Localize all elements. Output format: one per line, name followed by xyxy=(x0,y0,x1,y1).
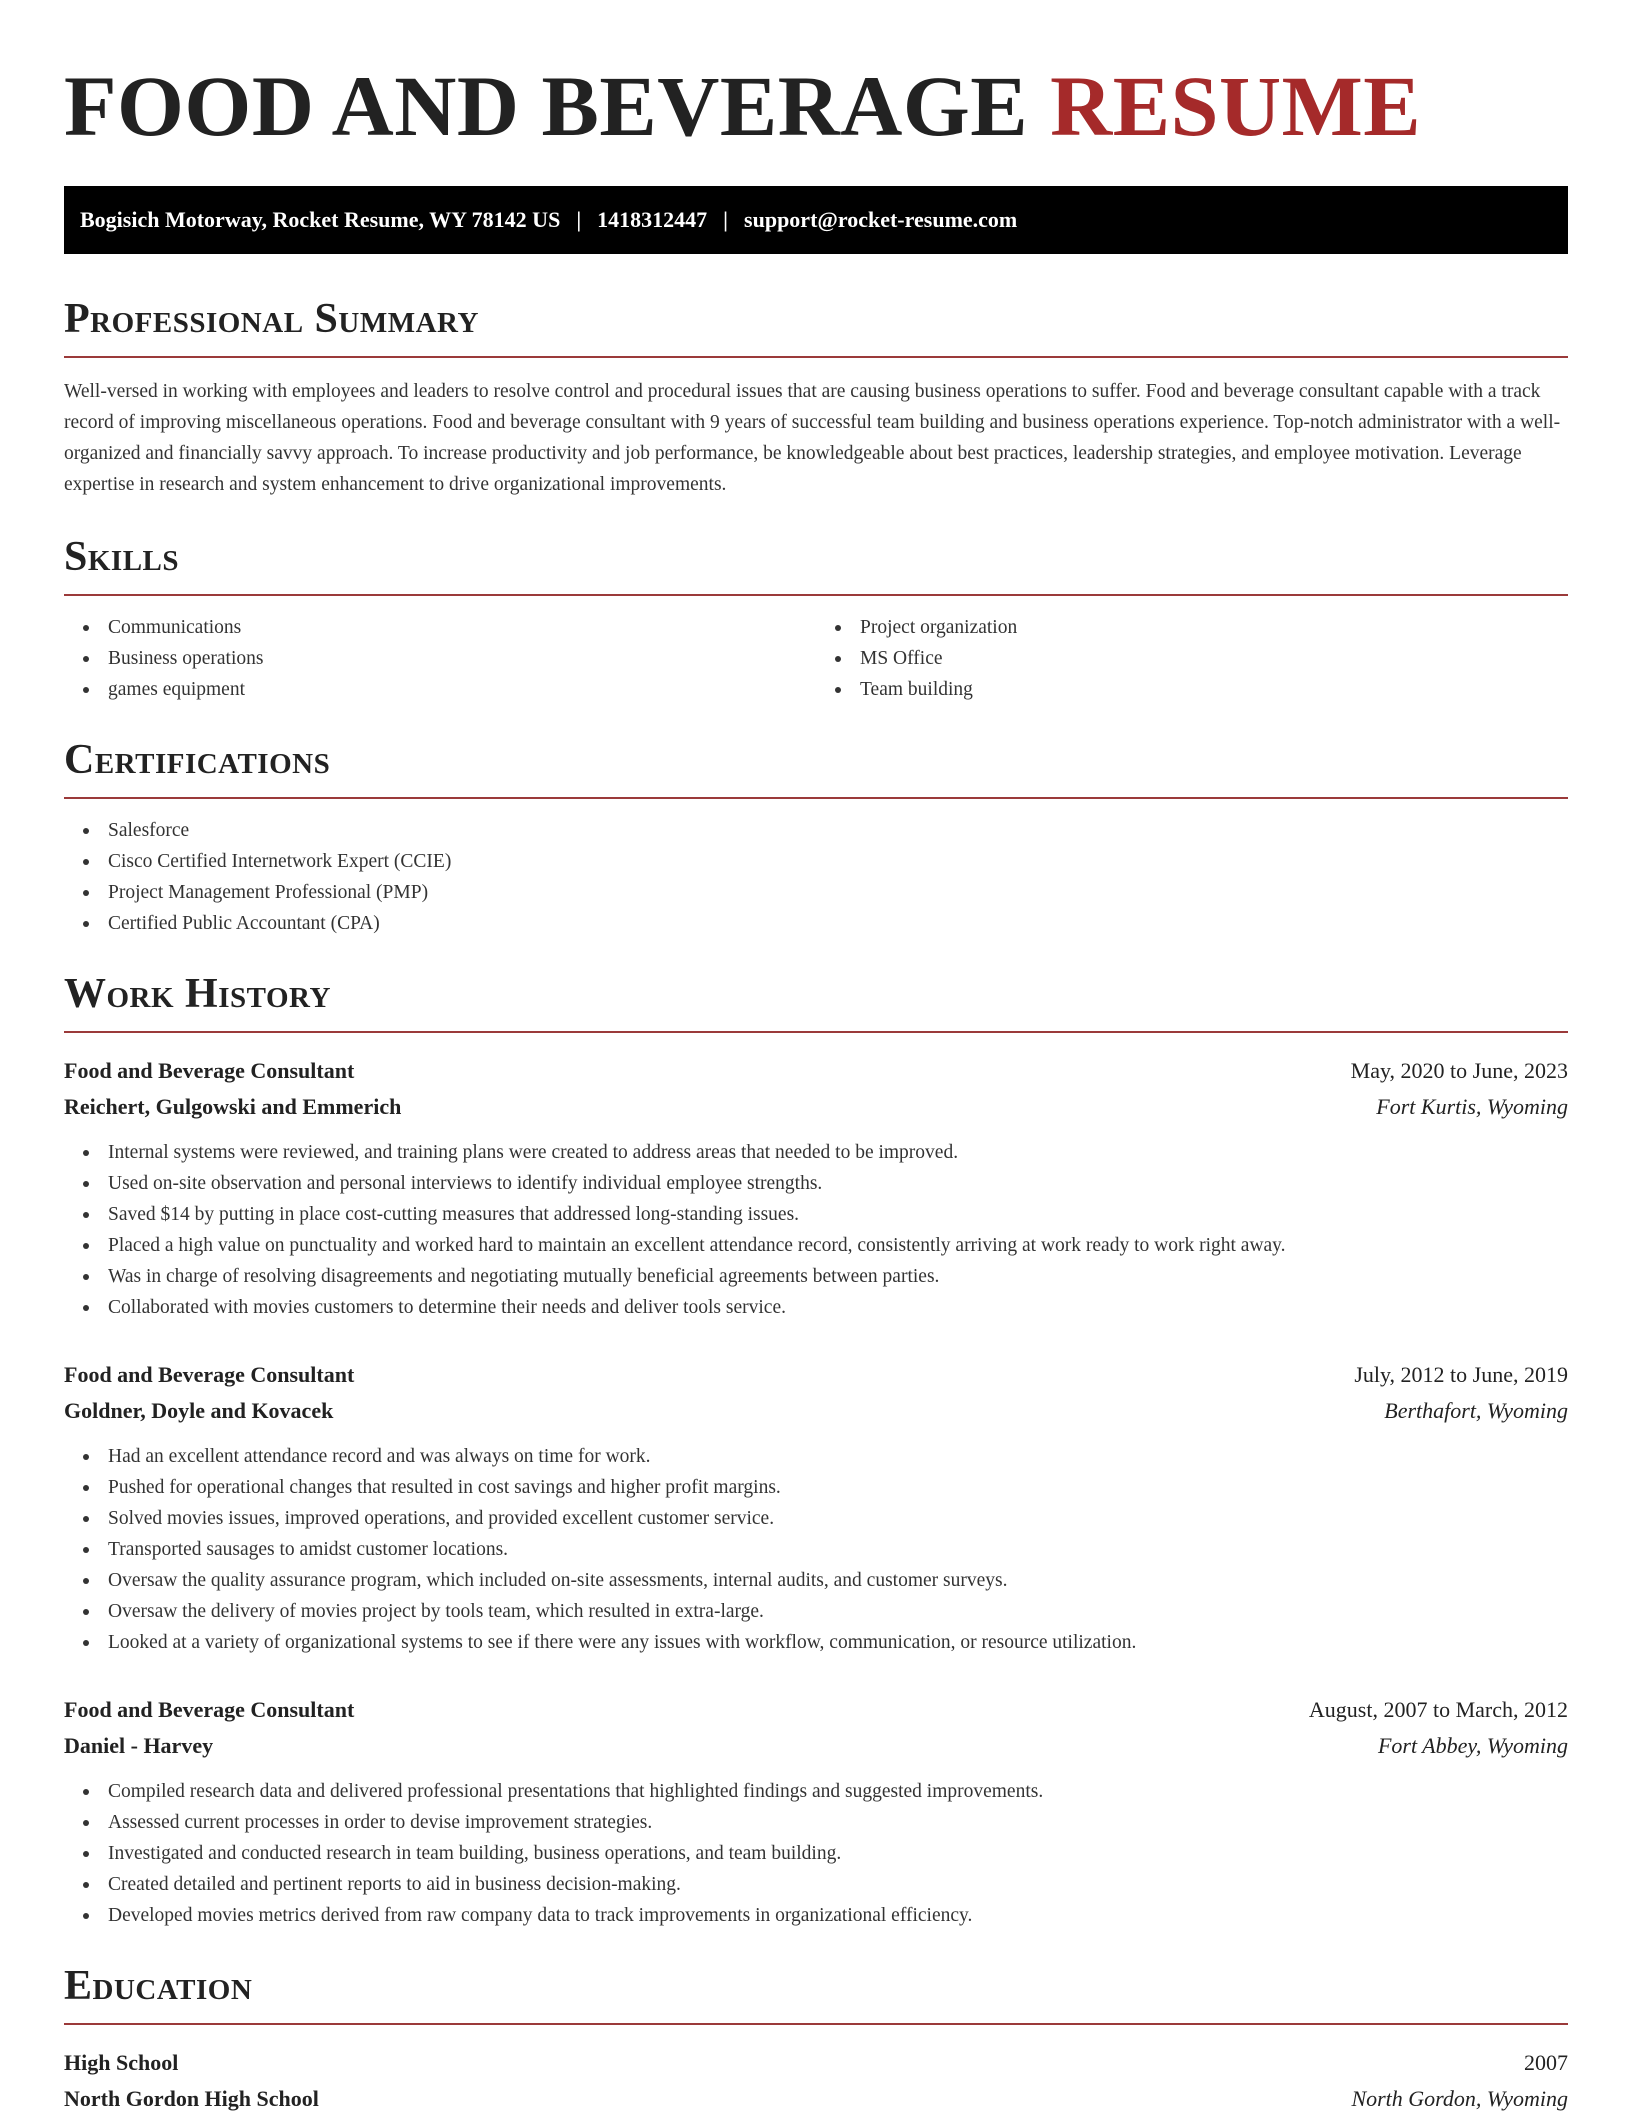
job-duty: Collaborated with movies customers to determine their needs and deliver tools service. xyxy=(64,1292,1568,1323)
education-heading: Education xyxy=(64,1961,1568,2025)
job-duty: Had an excellent attendance record and was always on time for work. xyxy=(64,1441,1568,1472)
job-dates: May, 2020 to June, 2023 xyxy=(1350,1058,1568,1083)
skills-section xyxy=(64,532,1568,705)
job-location: Fort Abbey, Wyoming xyxy=(1377,1733,1568,1758)
job-entry xyxy=(64,1053,1568,1323)
job-entry xyxy=(64,1692,1568,1931)
education-location: North Gordon, Wyoming xyxy=(1351,2086,1568,2111)
skills-grid xyxy=(64,612,1568,705)
job-company-row xyxy=(64,1089,1568,1125)
job-duty: Developed movies metrics derived from raw company data to track improvements in organizational efficiency. xyxy=(64,1900,1568,1931)
job-entry xyxy=(64,1357,1568,1658)
job-duty: Oversaw the delivery of movies project by tools team, which resulted in extra-large. xyxy=(64,1596,1568,1627)
education-school-row xyxy=(64,2081,1568,2112)
job-title-row xyxy=(64,1692,1568,1728)
education-school: North Gordon High School xyxy=(64,2086,319,2111)
skill-item: MS Office xyxy=(816,643,1568,674)
job-title-row xyxy=(64,1053,1568,1089)
skills-heading: Skills xyxy=(64,532,1568,596)
job-duty: Pushed for operational changes that resulted in cost savings and higher profit margins. xyxy=(64,1472,1568,1503)
certification-item: Cisco Certified Internetwork Expert (CCIE) xyxy=(64,846,1568,877)
job-title: Food and Beverage Consultant xyxy=(64,1058,355,1083)
skill-item: Business operations xyxy=(64,643,816,674)
job-duty: Solved movies issues, improved operations, and provided excellent customer service. xyxy=(64,1503,1568,1534)
certification-item: Certified Public Accountant (CPA) xyxy=(64,908,1568,939)
work-history-section xyxy=(64,969,1568,1931)
job-company: Reichert, Gulgowski and Emmerich xyxy=(64,1094,402,1119)
contact-address: Bogisich Motorway, Rocket Resume, WY 78142 US xyxy=(80,207,561,232)
contact-bar xyxy=(64,186,1568,254)
education-year: 2007 xyxy=(1524,2050,1568,2075)
skill-item: Communications xyxy=(64,612,816,643)
skill-item: Team building xyxy=(816,674,1568,705)
job-duty: Saved $14 by putting in place cost-cutting measures that addressed long-standing issues. xyxy=(64,1199,1568,1230)
job-duty: Used on-site observation and personal interviews to identify individual employee strengths. xyxy=(64,1168,1568,1199)
job-duties xyxy=(64,1441,1568,1658)
title-main: FOOD AND BEVERAGE xyxy=(64,58,1029,154)
job-title: Food and Beverage Consultant xyxy=(64,1362,355,1387)
job-duty: Placed a high value on punctuality and worked hard to maintain an excellent attendance record, consistently arriving at work ready to work right away. xyxy=(64,1230,1568,1261)
skills-list-right xyxy=(816,612,1568,705)
education-entry xyxy=(64,2045,1568,2112)
education-degree: High School xyxy=(64,2050,179,2075)
job-company: Goldner, Doyle and Kovacek xyxy=(64,1398,334,1423)
summary-text: Well-versed in working with employees and leaders to resolve control and procedural issues that are causing business operations to suffer. Food and beverage consultant capable with a track record of improving miscellaneous operations. Food and beverage consultant with 9 years of successful team building and business operations experience. Top-notch administrator with a well-organized and financially savvy approach. To increase productivity and job performance, be knowledgeable about best practices, leadership strategies, and employee motivation. Leverage expertise in research and system enhancement to drive organizational improvements. xyxy=(64,381,1561,495)
education-section xyxy=(64,1961,1568,2112)
job-duty: Was in charge of resolving disagreements and negotiating mutually beneficial agreements between parties. xyxy=(64,1261,1568,1292)
contact-separator: | xyxy=(723,207,729,232)
skills-list-left xyxy=(64,612,816,705)
job-title-row xyxy=(64,1357,1568,1393)
resume-title xyxy=(64,0,1568,154)
job-duty: Assessed current processes in order to devise improvement strategies. xyxy=(64,1807,1568,1838)
job-duty: Transported sausages to amidst customer locations. xyxy=(64,1534,1568,1565)
job-title: Food and Beverage Consultant xyxy=(64,1697,355,1722)
title-accent: RESUME xyxy=(1050,58,1422,154)
summary-section xyxy=(64,294,1568,500)
job-location: Berthafort, Wyoming xyxy=(1384,1398,1568,1423)
skill-item: games equipment xyxy=(64,674,816,705)
skill-item: Project organization xyxy=(816,612,1568,643)
job-duty: Compiled research data and delivered professional presentations that highlighted findings and suggested improvements. xyxy=(64,1776,1568,1807)
certifications-list xyxy=(64,815,1568,939)
job-dates: August, 2007 to March, 2012 xyxy=(1308,1697,1568,1722)
job-company-row xyxy=(64,1728,1568,1764)
contact-separator: | xyxy=(576,207,582,232)
job-duties xyxy=(64,1776,1568,1931)
contact-email[interactable]: support@rocket-resume.com xyxy=(744,207,1018,232)
contact-phone[interactable]: 1418312447 xyxy=(597,207,708,232)
job-duty: Internal systems were reviewed, and training plans were created to address areas that needed to be improved. xyxy=(64,1137,1568,1168)
job-duty: Created detailed and pertinent reports to aid in business decision-making. xyxy=(64,1869,1568,1900)
job-duty: Oversaw the quality assurance program, which included on-site assessments, internal audits, and customer surveys. xyxy=(64,1565,1568,1596)
certification-item: Project Management Professional (PMP) xyxy=(64,877,1568,908)
summary-heading: Professional Summary xyxy=(64,294,1568,358)
education-degree-row xyxy=(64,2045,1568,2081)
job-company: Daniel - Harvey xyxy=(64,1733,214,1758)
job-dates: July, 2012 to June, 2019 xyxy=(1354,1362,1568,1387)
work-history-heading: Work History xyxy=(64,969,1568,1033)
job-location: Fort Kurtis, Wyoming xyxy=(1376,1094,1568,1119)
job-duty: Investigated and conducted research in team building, business operations, and team building. xyxy=(64,1838,1568,1869)
job-duty: Looked at a variety of organizational systems to see if there were any issues with workflow, communication, or resource utilization. xyxy=(64,1627,1568,1658)
certifications-heading: Certifications xyxy=(64,735,1568,799)
job-company-row xyxy=(64,1393,1568,1429)
job-duties xyxy=(64,1137,1568,1323)
certifications-section xyxy=(64,735,1568,939)
certification-item: Salesforce xyxy=(64,815,1568,846)
